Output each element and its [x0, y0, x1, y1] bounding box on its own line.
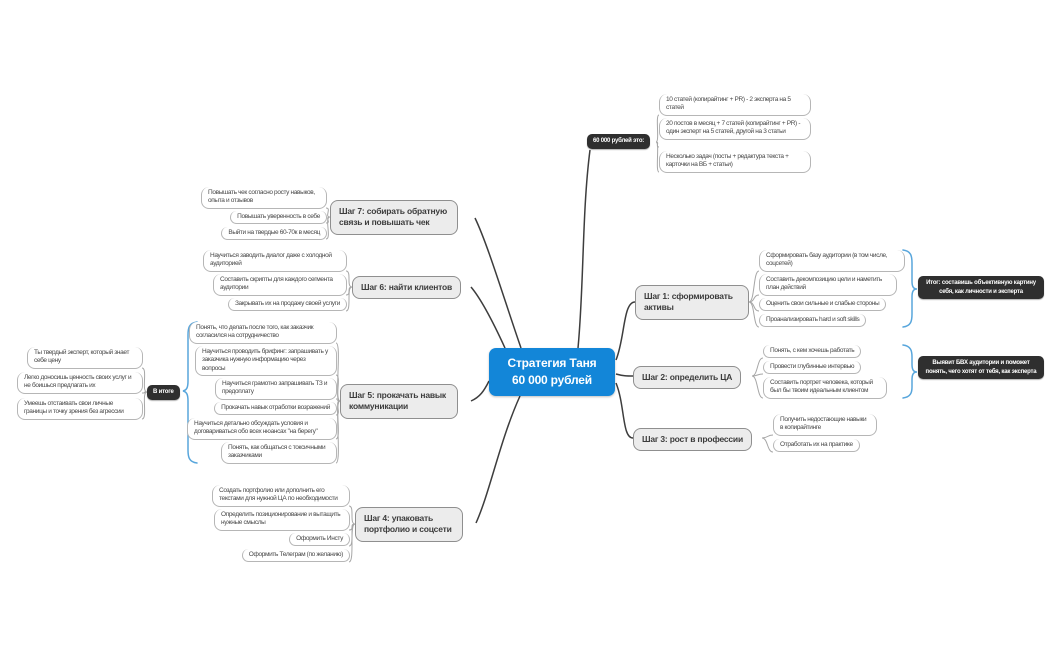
- step-1-child-1[interactable]: Составить декомпозицию цели и наметить план действий: [759, 274, 897, 296]
- central-title-line1: Стратегия Таня: [507, 356, 597, 370]
- branch-step6: [471, 287, 505, 348]
- branch-budget: [578, 150, 590, 348]
- conn-s1-0: [749, 271, 759, 302]
- outcome-item-0[interactable]: Ты твердый эксперт, который знает себе цену: [27, 347, 143, 369]
- conn-s3-1: [762, 438, 773, 452]
- outcome-item-1[interactable]: Легко доносишь ценность своих услуг и не боишься предлагать их: [17, 372, 143, 394]
- budget-item-2[interactable]: Несколько задач (посты + редактура текста + карточки на ВБ + статьи): [659, 151, 811, 173]
- step-3-node[interactable]: Шаг 3: рост в профессии: [633, 428, 752, 451]
- conn-s2-0: [752, 358, 763, 376]
- conn-s3-0: [762, 435, 773, 438]
- central-title-line2: 60 000 рублей: [512, 372, 592, 387]
- central-topic[interactable]: [489, 348, 615, 396]
- branch-step3: [616, 383, 633, 438]
- step-1-summary[interactable]: Итог: составишь объективную картину себя, как личности и эксперта: [918, 276, 1044, 299]
- step-2-child-0[interactable]: Понять, с кем хочешь работать: [763, 345, 861, 358]
- outcome-item-2[interactable]: Умеешь отстаивать свои личные границы и точку зрения без агрессии: [17, 398, 143, 420]
- branch-step2: [616, 374, 633, 376]
- step-4-child-0[interactable]: Создать портфолио или дополнить его текстами для нужной ЦА по необходимости: [212, 485, 350, 507]
- conn-s2-2: [752, 376, 763, 398]
- step-2-node[interactable]: Шаг 2: определить ЦА: [633, 366, 741, 389]
- step-5-child-2[interactable]: Научиться грамотно запрашивать ТЗ и предоплату: [215, 378, 337, 400]
- step-4-child-3[interactable]: Оформить Телеграм (по желанию): [242, 549, 350, 562]
- step-4-node[interactable]: Шаг 4: упаковать портфолио и соцсети: [355, 507, 463, 542]
- step-2-summary[interactable]: Выявит БВХ аудитории и поможет понять, чего хотят от тебя, как эксперта: [918, 356, 1044, 379]
- budget-item-0[interactable]: 10 статей (копирайтинг + PR) - 2 эксперта на 5 статей: [659, 94, 811, 116]
- step-7-node[interactable]: Шаг 7: собирать обратную связь и повышать чек: [330, 200, 458, 235]
- step-1-child-2[interactable]: Оценить свои сильные и слабые стороны: [759, 298, 886, 311]
- step-2-child-2[interactable]: Составить портрет человека, который был бы твоим идеальным клиентом: [763, 377, 887, 399]
- branch-step5: [471, 381, 489, 401]
- step-6-child-0[interactable]: Научиться заводить диалог даже с холодной аудиторией: [203, 250, 347, 272]
- step-7-child-0[interactable]: Повышать чек согласно росту навыков, опыта и отзывов: [201, 187, 327, 209]
- brace-step1-summary: [903, 250, 917, 327]
- step-7-child-1[interactable]: Повышать уверенность в себе: [230, 211, 327, 224]
- step-1-child-0[interactable]: Сформировать базу аудитории (в том числе, соцсетей): [759, 250, 905, 272]
- branch-step1: [616, 302, 635, 360]
- step-7-child-2[interactable]: Выйти на твердые 60-70к в месяц: [221, 227, 327, 240]
- step-5-child-0[interactable]: Понять, что делать после того, как заказчик согласился на сотрудничество: [189, 322, 337, 344]
- step-3-child-1[interactable]: Отработать их на практике: [773, 439, 860, 452]
- step-6-child-2[interactable]: Закрывать их на продажу своей услуги: [228, 298, 347, 311]
- step-1-node[interactable]: Шаг 1: сформировать активы: [635, 285, 749, 320]
- branch-step7: [475, 218, 521, 348]
- step-3-child-0[interactable]: Получить недостающие навыки в копирайтинге: [773, 414, 877, 436]
- step-5-child-1[interactable]: Научиться проводить брифинг: запрашивать у заказчика нужную информацию через вопросы: [195, 346, 337, 376]
- brace-step2-summary: [903, 345, 917, 398]
- budget-item-1[interactable]: 20 постов в месяц + 7 статей (копирайтинг + PR) - один эксперт на 5 статей, другой на 3 статьи: [659, 118, 811, 140]
- outcome-node[interactable]: В итоге: [147, 385, 180, 400]
- step-4-child-1[interactable]: Определить позиционирование и вытащить нужные смыслы: [214, 509, 350, 531]
- branch-step4: [476, 396, 520, 523]
- step-6-node[interactable]: Шаг 6: найти клиентов: [352, 276, 461, 299]
- step-5-child-4[interactable]: Научиться детально обсуждать условия и договариваться обо всех нюансах "на берегу": [187, 418, 337, 440]
- step-2-child-1[interactable]: Провести глубинные интервью: [763, 361, 861, 374]
- step-5-child-3[interactable]: Прокачать навык отработки возражений: [214, 402, 337, 415]
- budget-node[interactable]: 60 000 рублей это:: [587, 134, 650, 149]
- step-6-child-1[interactable]: Составить скрипты для каждого сегмента аудитории: [213, 274, 347, 296]
- step-5-child-5[interactable]: Понять, как общаться с токсичными заказчиками: [221, 442, 337, 464]
- step-4-child-2[interactable]: Оформить Инсту: [289, 533, 350, 546]
- step-1-child-3[interactable]: Проанализировать hard и soft skills: [759, 314, 866, 327]
- step-5-node[interactable]: Шаг 5: прокачать навык коммуникации: [340, 384, 458, 419]
